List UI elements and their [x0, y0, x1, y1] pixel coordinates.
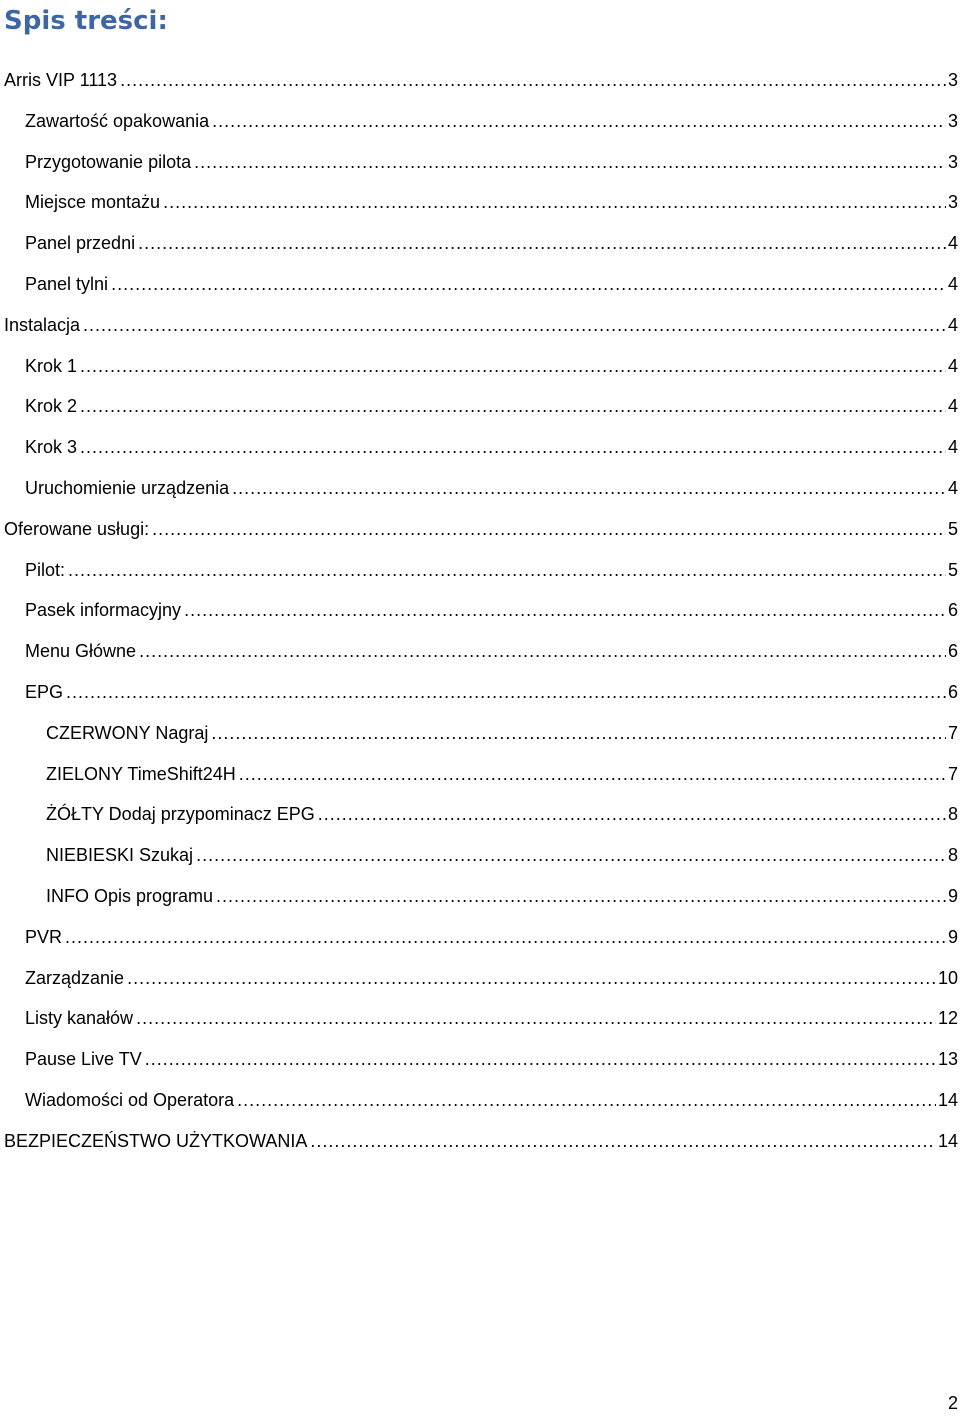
toc-entry-page: 8 [947, 804, 958, 825]
toc-entry[interactable] [0, 1121, 960, 1162]
toc-entry-page: 8 [947, 845, 958, 866]
toc-dot-leader [196, 835, 946, 876]
toc-entry-page: 4 [947, 477, 958, 498]
toc-entry-label: Zawartość opakowania [25, 110, 210, 131]
toc-entry[interactable] [0, 142, 960, 183]
toc-dot-leader [127, 958, 936, 999]
toc-entry-label: Pasek informacyjny [25, 600, 182, 621]
toc-entry[interactable] [0, 223, 960, 264]
toc-entry-page: 4 [947, 355, 958, 376]
toc-dot-leader [66, 672, 946, 713]
toc-entry-page: 4 [947, 273, 958, 294]
toc-entry-page: 9 [947, 926, 958, 947]
toc-dot-leader [111, 264, 946, 305]
toc-entry-page: 14 [937, 1089, 958, 1110]
toc-entry-label: EPG [25, 681, 64, 702]
toc-dot-leader [318, 794, 946, 835]
toc-dot-leader [216, 876, 946, 917]
toc-entry-label: ZIELONY TimeShift24H [46, 763, 236, 784]
toc-entry-page: 7 [947, 763, 958, 784]
toc-entry-page: 4 [947, 233, 958, 254]
toc-dot-leader [83, 305, 946, 346]
toc-entry-page: 5 [947, 518, 958, 539]
toc-entry[interactable] [0, 917, 960, 958]
toc-entry[interactable] [0, 958, 960, 999]
toc-entry-label: Zarządzanie [25, 967, 125, 988]
toc-title: Spis treści: [4, 6, 168, 36]
toc-entry-label: Krok 3 [25, 437, 78, 458]
toc-dot-leader [212, 101, 946, 142]
toc-entry[interactable] [0, 427, 960, 468]
toc-entry[interactable] [0, 631, 960, 672]
toc-entry-label: Miejsce montażu [25, 192, 161, 213]
toc-entry[interactable] [0, 876, 960, 917]
toc-entry-page: 3 [947, 110, 958, 131]
toc-dot-leader [211, 713, 946, 754]
toc-dot-leader [145, 1039, 936, 1080]
toc-entry[interactable] [0, 468, 960, 509]
toc-entry[interactable] [0, 713, 960, 754]
toc-entry[interactable] [0, 1039, 960, 1080]
toc-dot-leader [138, 223, 946, 264]
toc-entry-label: Panel przedni [25, 233, 136, 254]
toc-entry-label: Wiadomości od Operatora [25, 1089, 235, 1110]
toc-entry-page: 7 [947, 722, 958, 743]
toc-entry-label: Listy kanałów [25, 1008, 134, 1029]
toc-dot-leader [239, 754, 946, 795]
toc-entry-label: Arris VIP 1113 [4, 70, 118, 90]
toc-entry[interactable] [0, 550, 960, 591]
toc-entry[interactable] [0, 672, 960, 713]
toc-entry[interactable] [0, 182, 960, 223]
toc-entry[interactable] [0, 509, 960, 550]
toc-dot-leader [184, 590, 946, 631]
toc-entry-page: 4 [947, 437, 958, 458]
toc-dot-leader [139, 631, 946, 672]
toc-dot-leader [237, 1080, 936, 1121]
toc-entry[interactable] [0, 1080, 960, 1121]
toc-entry[interactable] [0, 835, 960, 876]
toc-entry-page: 3 [947, 70, 958, 90]
toc-entry-page: 6 [947, 681, 958, 702]
toc-entry-page: 4 [947, 314, 958, 335]
toc-entry-page: 3 [947, 151, 958, 172]
toc-entry-label: CZERWONY Nagraj [46, 722, 209, 743]
toc-dot-leader [194, 142, 946, 183]
toc-entry[interactable] [0, 305, 960, 346]
toc-entry-page: 3 [947, 192, 958, 213]
toc-entry-label: Menu Główne [25, 641, 137, 662]
toc-dot-leader [80, 427, 946, 468]
toc-entry-label: Krok 2 [25, 396, 78, 417]
toc-entry-label: Krok 1 [25, 355, 78, 376]
toc-entry[interactable] [0, 60, 960, 101]
toc-entry-label: Pause Live TV [25, 1049, 142, 1070]
toc-dot-leader [80, 346, 946, 387]
toc-entry-page: 14 [937, 1130, 958, 1151]
toc-entry[interactable] [0, 754, 960, 795]
toc-dot-leader [232, 468, 946, 509]
table-of-contents [0, 60, 960, 1162]
toc-entry[interactable] [0, 264, 960, 305]
toc-entry-label: Instalacja [4, 314, 81, 335]
toc-entry[interactable] [0, 346, 960, 387]
toc-entry-label: ŻÓŁTY Dodaj przypominacz EPG [46, 804, 315, 825]
toc-entry-page: 4 [947, 396, 958, 417]
toc-dot-leader [68, 550, 946, 591]
toc-entry-page: 10 [937, 967, 958, 988]
toc-dot-leader [310, 1121, 936, 1162]
toc-entry-label: NIEBIESKI Szukaj [46, 845, 194, 866]
toc-entry-label: Oferowane usługi: [4, 518, 150, 539]
toc-entry-label: PVR [25, 926, 63, 947]
toc-dot-leader [163, 182, 946, 223]
toc-entry-label: Przygotowanie pilota [25, 151, 192, 172]
toc-entry-page: 5 [947, 559, 958, 580]
toc-entry-label: INFO Opis programu [46, 885, 214, 906]
toc-dot-leader [152, 509, 946, 550]
toc-entry-label: Pilot: [25, 559, 66, 580]
toc-entry-label: BEZPIECZEŃSTWO UŻYTKOWANIA [4, 1130, 308, 1151]
toc-entry-label: Panel tylni [25, 273, 109, 294]
toc-dot-leader [136, 998, 936, 1039]
toc-entry-page: 6 [947, 600, 958, 621]
toc-entry[interactable] [0, 101, 960, 142]
toc-entry[interactable] [0, 386, 960, 427]
toc-entry[interactable] [0, 794, 960, 835]
toc-entry-page: 13 [937, 1049, 958, 1070]
toc-dot-leader [80, 386, 946, 427]
toc-dot-leader [120, 60, 946, 101]
toc-entry[interactable] [0, 998, 960, 1039]
page-number: 2 [947, 1393, 958, 1413]
toc-entry-page: 6 [947, 641, 958, 662]
toc-entry[interactable] [0, 590, 960, 631]
toc-dot-leader [65, 917, 946, 958]
toc-entry-page: 12 [937, 1008, 958, 1029]
toc-entry-label: Uruchomienie urządzenia [25, 477, 230, 498]
toc-entry-page: 9 [947, 885, 958, 906]
